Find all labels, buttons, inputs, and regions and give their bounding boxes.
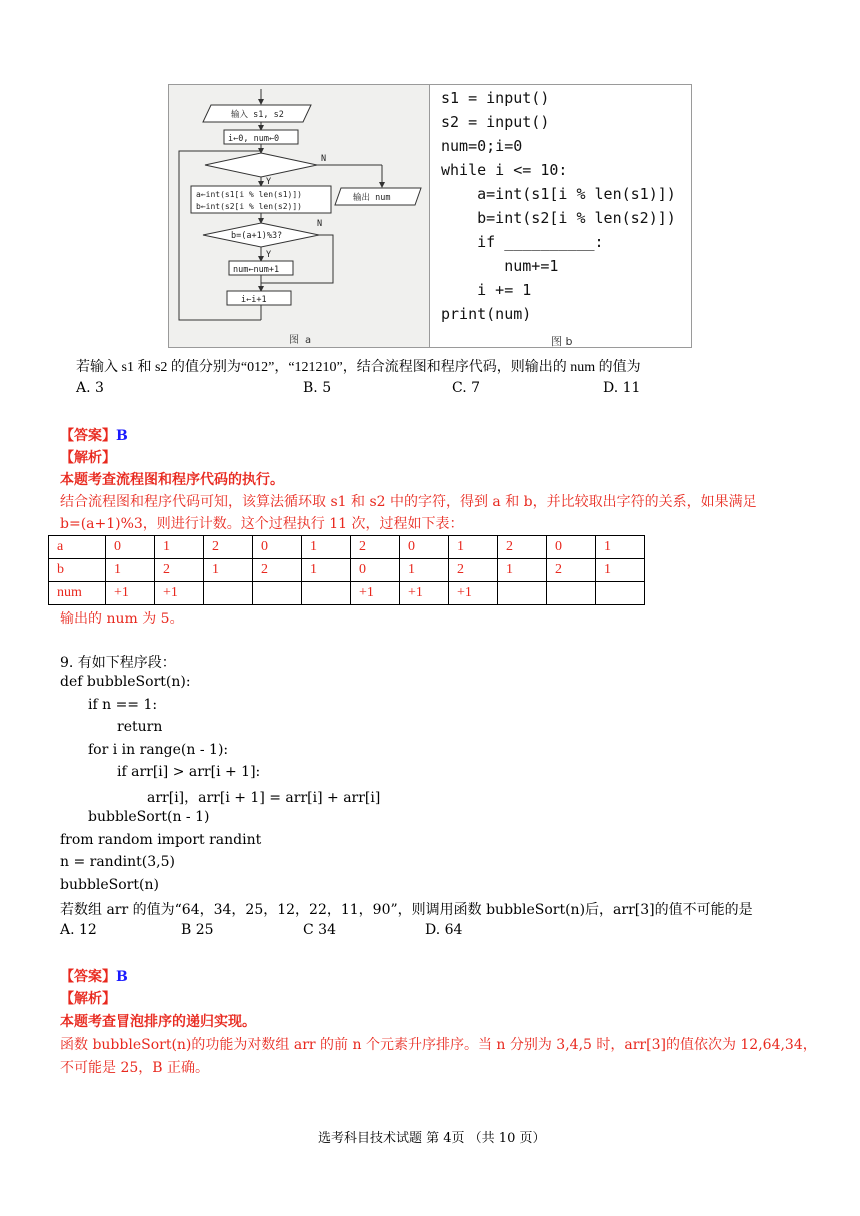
q8-explanation-2: b=(a+1)%3，则进行计数。这个过程执行 11 次，过程如下表： [60,516,464,532]
flowchart-no-label-2: N [317,219,323,229]
table-cell: b [49,559,106,582]
table-cell: 0 [547,536,596,559]
q8-answer-value: B [116,428,128,444]
table-cell: 2 [449,559,498,582]
code-panel [431,85,691,347]
flowchart-condition-label: b=(a+1)%3? [231,231,283,241]
table-cell: 0 [253,536,302,559]
table-cell: 1 [400,559,449,582]
code-line: b=int(s2[i % len(s2)]) [441,209,676,227]
table-cell: 2 [547,559,596,582]
q8-answer-line [60,425,128,445]
table-row [49,582,645,605]
code-line: num+=1 [441,257,559,275]
q8-option-b: B. 5 [303,380,332,396]
program-figure [168,84,692,348]
q9-explanation-2: 不可能是 25，B 正确。 [60,1060,210,1076]
table-cell: 1 [449,536,498,559]
q9-option-c: C 34 [303,922,336,938]
code-line: s2 = input() [441,113,550,131]
q9-code-line: if arr[i] > arr[i + 1]: [117,764,261,780]
table-cell: 1 [302,536,351,559]
flowchart-diagram [169,85,430,347]
code-line: num=0;i=0 [441,137,523,155]
table-cell: 1 [204,559,253,582]
q9-answer-label: 【答案】 [60,969,116,985]
table-cell [302,582,351,605]
flowchart-count-label: num←num+1 [233,265,280,275]
code-line: while i <= 10: [441,161,568,179]
table-cell: 2 [351,536,400,559]
flowchart-yes-label-2: Y [266,250,272,260]
table-cell: +1 [449,582,498,605]
table-cell: 2 [253,559,302,582]
flowchart-assign-b: b←int(s2[i % len(s2)]) [196,202,302,211]
table-cell [498,582,547,605]
q8-option-a: A. 3 [76,380,104,396]
table-cell: +1 [106,582,155,605]
flowchart-no-label-1: N [321,154,327,164]
code-line: s1 = input() [441,89,550,107]
table-cell: 1 [596,536,645,559]
q9-code-line: if n == 1: [88,697,158,713]
q8-analysis-label: 【解析】 [60,450,116,466]
q9-analysis-label: 【解析】 [60,991,116,1007]
q9-code-line: return [117,719,163,735]
flowchart-caption: 图 a [289,335,312,346]
code-line: a=int(s1[i % len(s1)]) [441,185,676,203]
flowchart-init-label: i←0, num←0 [228,134,280,144]
table-cell [596,582,645,605]
table-cell: 0 [400,536,449,559]
q9-code-line: bubbleSort(n) [60,877,159,893]
code-line: if __________: [441,233,604,251]
q8-option-d: D. 11 [603,380,641,396]
q9-code-line: n = randint(3,5) [60,854,175,870]
table-cell: num [49,582,106,605]
table-cell: a [49,536,106,559]
table-cell [253,582,302,605]
q9-topic: 本题考查冒泡排序的递归实现。 [60,1014,256,1030]
flowchart-output-label: 输出 num [353,193,391,203]
q9-option-a: A. 12 [60,922,97,938]
flowchart-increment-label: i←i+1 [241,295,267,305]
q9-code-line: bubbleSort(n - 1) [88,809,210,825]
table-cell: 1 [596,559,645,582]
flowchart-yes-label-1: Y [266,177,272,187]
q9-answer-line [60,966,128,986]
table-cell [204,582,253,605]
table-cell: +1 [400,582,449,605]
code-line: print(num) [441,305,532,323]
q8-stem: 若输入 s1 和 s2 的值分别为“012”，“121210”，结合流程图和程序代码，则输出的 num 的值为 [76,360,641,375]
q9-code-line: for i in range(n - 1): [88,742,229,758]
page-footer: 选考科目技术试题 第 4页 （共 10 页） [318,1131,546,1146]
q8-answer-label: 【答案】 [60,428,116,444]
q9-stem: 9. 有如下程序段： [60,655,176,671]
q8-explanation-1: 结合流程图和程序代码可知，该算法循环取 s1 和 s2 中的字符，得到 a 和 b，并比较取出字符的关系，如果满足 [60,494,757,510]
q9-question: 若数组 arr 的值为“64，34，25，12，22，11，90”，则调用函数 bubbleSort(n)后，arr[3]的值不可能的是 [60,902,753,918]
q9-option-d: D. 64 [425,922,463,938]
code-line: i += 1 [441,281,532,299]
table-cell [547,582,596,605]
flowchart-panel [169,85,430,347]
q8-topic: 本题考查流程图和程序代码的执行。 [60,472,284,488]
q9-code-line: arr[i]，arr[i + 1] = arr[i] + arr[i] [147,790,381,806]
trace-table [48,535,645,605]
q9-option-b: B 25 [181,922,214,938]
table-cell: 2 [155,559,204,582]
q9-code-line: from random import randint [60,832,262,848]
q8-conclusion: 输出的 num 为 5。 [60,611,184,627]
table-row [49,559,645,582]
table-row [49,536,645,559]
table-cell: 1 [106,559,155,582]
table-cell: 1 [498,559,547,582]
table-cell: 1 [302,559,351,582]
q9-answer-value: B [116,969,128,985]
q9-explanation-1: 函数 bubbleSort(n)的功能为对数组 arr 的前 n 个元素升序排序。当 n 分别为 3,4,5 时，arr[3]的值依次为 12,64,34， [60,1037,817,1053]
table-cell: 0 [106,536,155,559]
flowchart-assign-a: a←int(s1[i % len(s1)]) [196,190,302,199]
table-cell: 2 [498,536,547,559]
table-cell: 0 [351,559,400,582]
q9-code-line: def bubbleSort(n): [60,674,191,690]
table-cell: +1 [351,582,400,605]
flowchart-input-label: 输入 s1, s2 [231,110,284,120]
table-cell: 1 [155,536,204,559]
q8-option-c: C. 7 [452,380,481,396]
table-cell: +1 [155,582,204,605]
code-caption: 图 b [551,335,573,348]
table-cell: 2 [204,536,253,559]
